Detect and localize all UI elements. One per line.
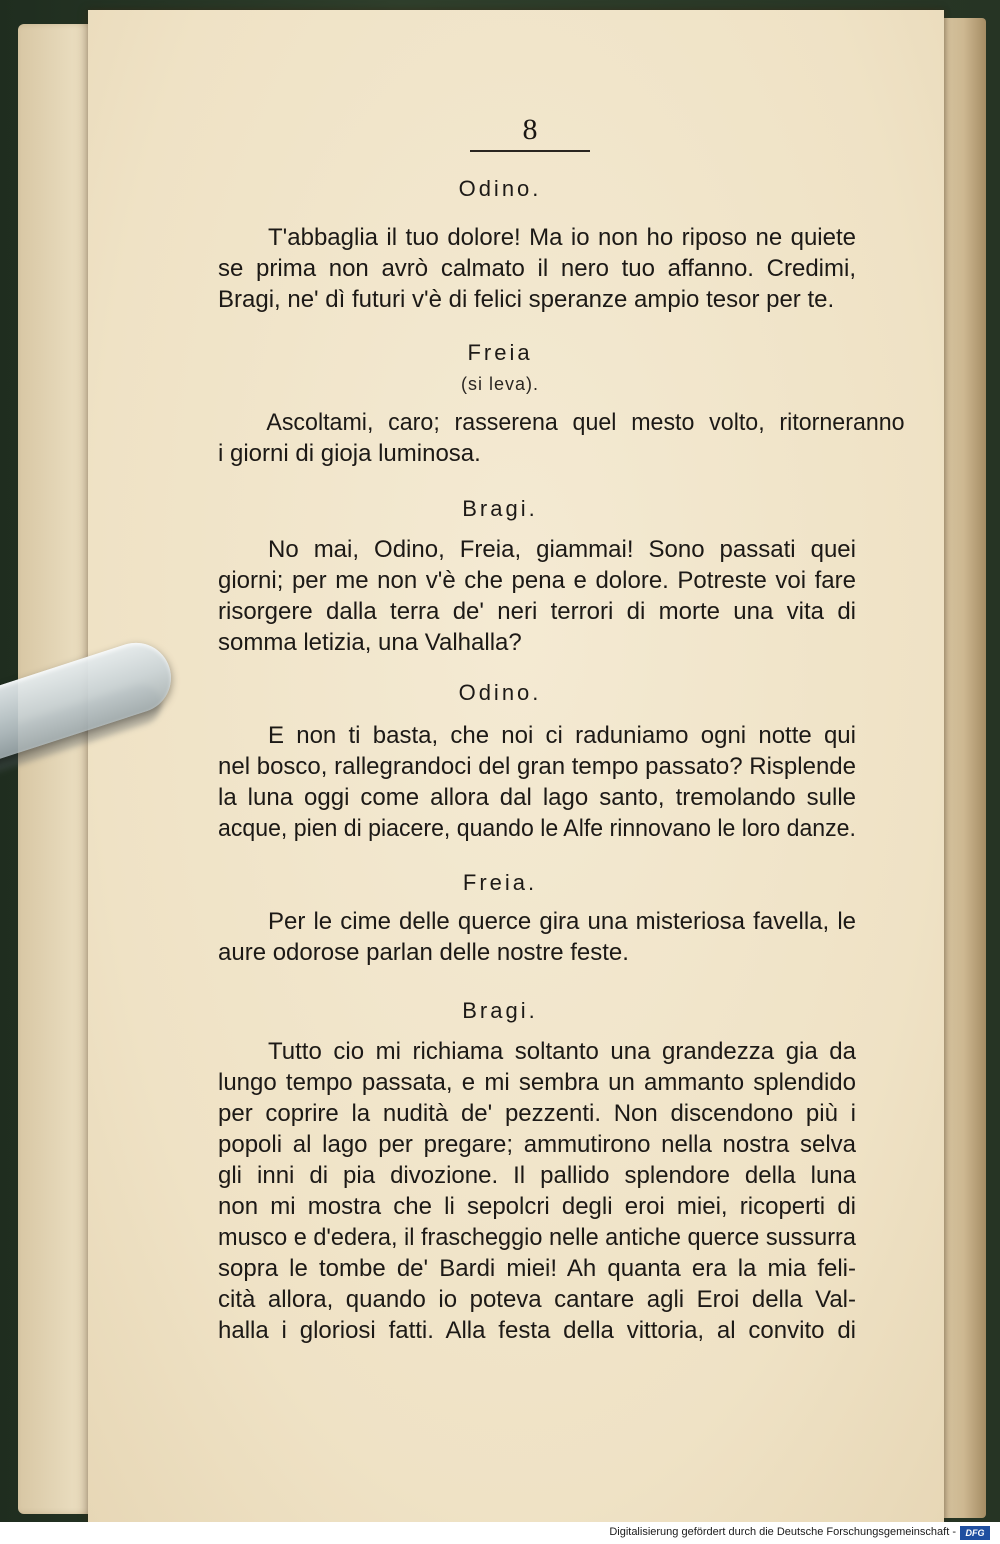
page-number: 8 (522, 113, 538, 146)
speaker-name: Freia (467, 340, 533, 365)
text-line: lungo tempo passata, e mi sembra un ammanto splendido (218, 1069, 856, 1096)
dialogue-paragraph (218, 534, 856, 658)
dfg-logo: DFG (960, 1526, 990, 1540)
dialogue-paragraph (218, 906, 856, 968)
text-line: la luna oggi come allora dal lago santo, tremolando sulle (218, 784, 856, 811)
dialogue-paragraph (218, 720, 856, 844)
text-line: T'abbaglia il tuo dolore! Ma io non ho riposo ne quiete (268, 224, 856, 251)
text-line: gli inni di pia divozione. Il pallido splendore della luna (218, 1162, 856, 1189)
text-line: aure odorose parlan delle nostre feste. (218, 939, 629, 966)
text-line: nel bosco, rallegrandoci del gran tempo passato? Risplende (218, 753, 856, 780)
dialogue-paragraph (218, 1036, 856, 1346)
text-line: cità allora, quando io poteva cantare agli Eroi della Val- (218, 1286, 856, 1313)
text-line: musco e d'edera, il frascheggio nelle antiche querce sussurra (218, 1224, 856, 1251)
text-line: halla i gloriosi fatti. Alla festa della vittoria, al convito di (218, 1317, 856, 1344)
dialogue-paragraph (218, 407, 905, 469)
dialogue-paragraph (218, 222, 856, 315)
text-line: per coprire la nudità de' pezzenti. Non discendono più i (218, 1100, 856, 1127)
text-line: non mi mostra che li sepolcri degli eroi miei, ricoperti di (218, 1193, 856, 1220)
speaker-name: Freia. (462, 870, 538, 895)
page-number-rule (470, 150, 590, 152)
speaker-name: Odino. (458, 680, 542, 705)
speaker-name: Odino. (458, 176, 542, 201)
stage-direction: (si leva). (460, 374, 539, 394)
funding-credit: Digitalisierung gefördert durch die Deutsche Forschungsgemeinschaft - (609, 1526, 956, 1538)
text-line: popoli al lago per pregare; ammutirono nella nostra selva (218, 1131, 856, 1158)
speaker-name: Bragi. (462, 998, 538, 1023)
speaker-name: Bragi. (462, 496, 538, 521)
text-line: se prima non avrò calmato il nero tuo affanno. Credimi, (218, 255, 856, 282)
text-line: E non ti basta, che noi ci raduniamo ogni notte qui (268, 722, 856, 749)
text-line: sopra le tombe de' Bardi miei! Ah quanta era la mia feli- (218, 1255, 856, 1282)
text-line: somma letizia, una Valhalla? (218, 629, 522, 656)
text-line: Ascoltami, caro; rasserena quel mesto volto, ritorneranno (266, 409, 905, 436)
text-line: acque, pien di piacere, quando le Alfe rinnovano le loro danze. (218, 815, 856, 842)
text-line: Bragi, ne' dì futuri v'è di felici speranze ampio tesor per te. (218, 286, 835, 313)
text-line: No mai, Odino, Freia, giammai! Sono passati quei (268, 536, 856, 563)
text-line: Per le cime delle querce gira una misteriosa favella, le (268, 908, 856, 935)
text-line: risorgere dalla terra de' neri terrori di morte una vita di (218, 598, 856, 625)
text-line: i giorni di gioja luminosa. (218, 440, 481, 467)
text-line: giorni; per me non v'è che pena e dolore. Potreste voi fare (218, 567, 856, 594)
text-line: Tutto cio mi richiama soltanto una grandezza gia da (268, 1038, 856, 1065)
